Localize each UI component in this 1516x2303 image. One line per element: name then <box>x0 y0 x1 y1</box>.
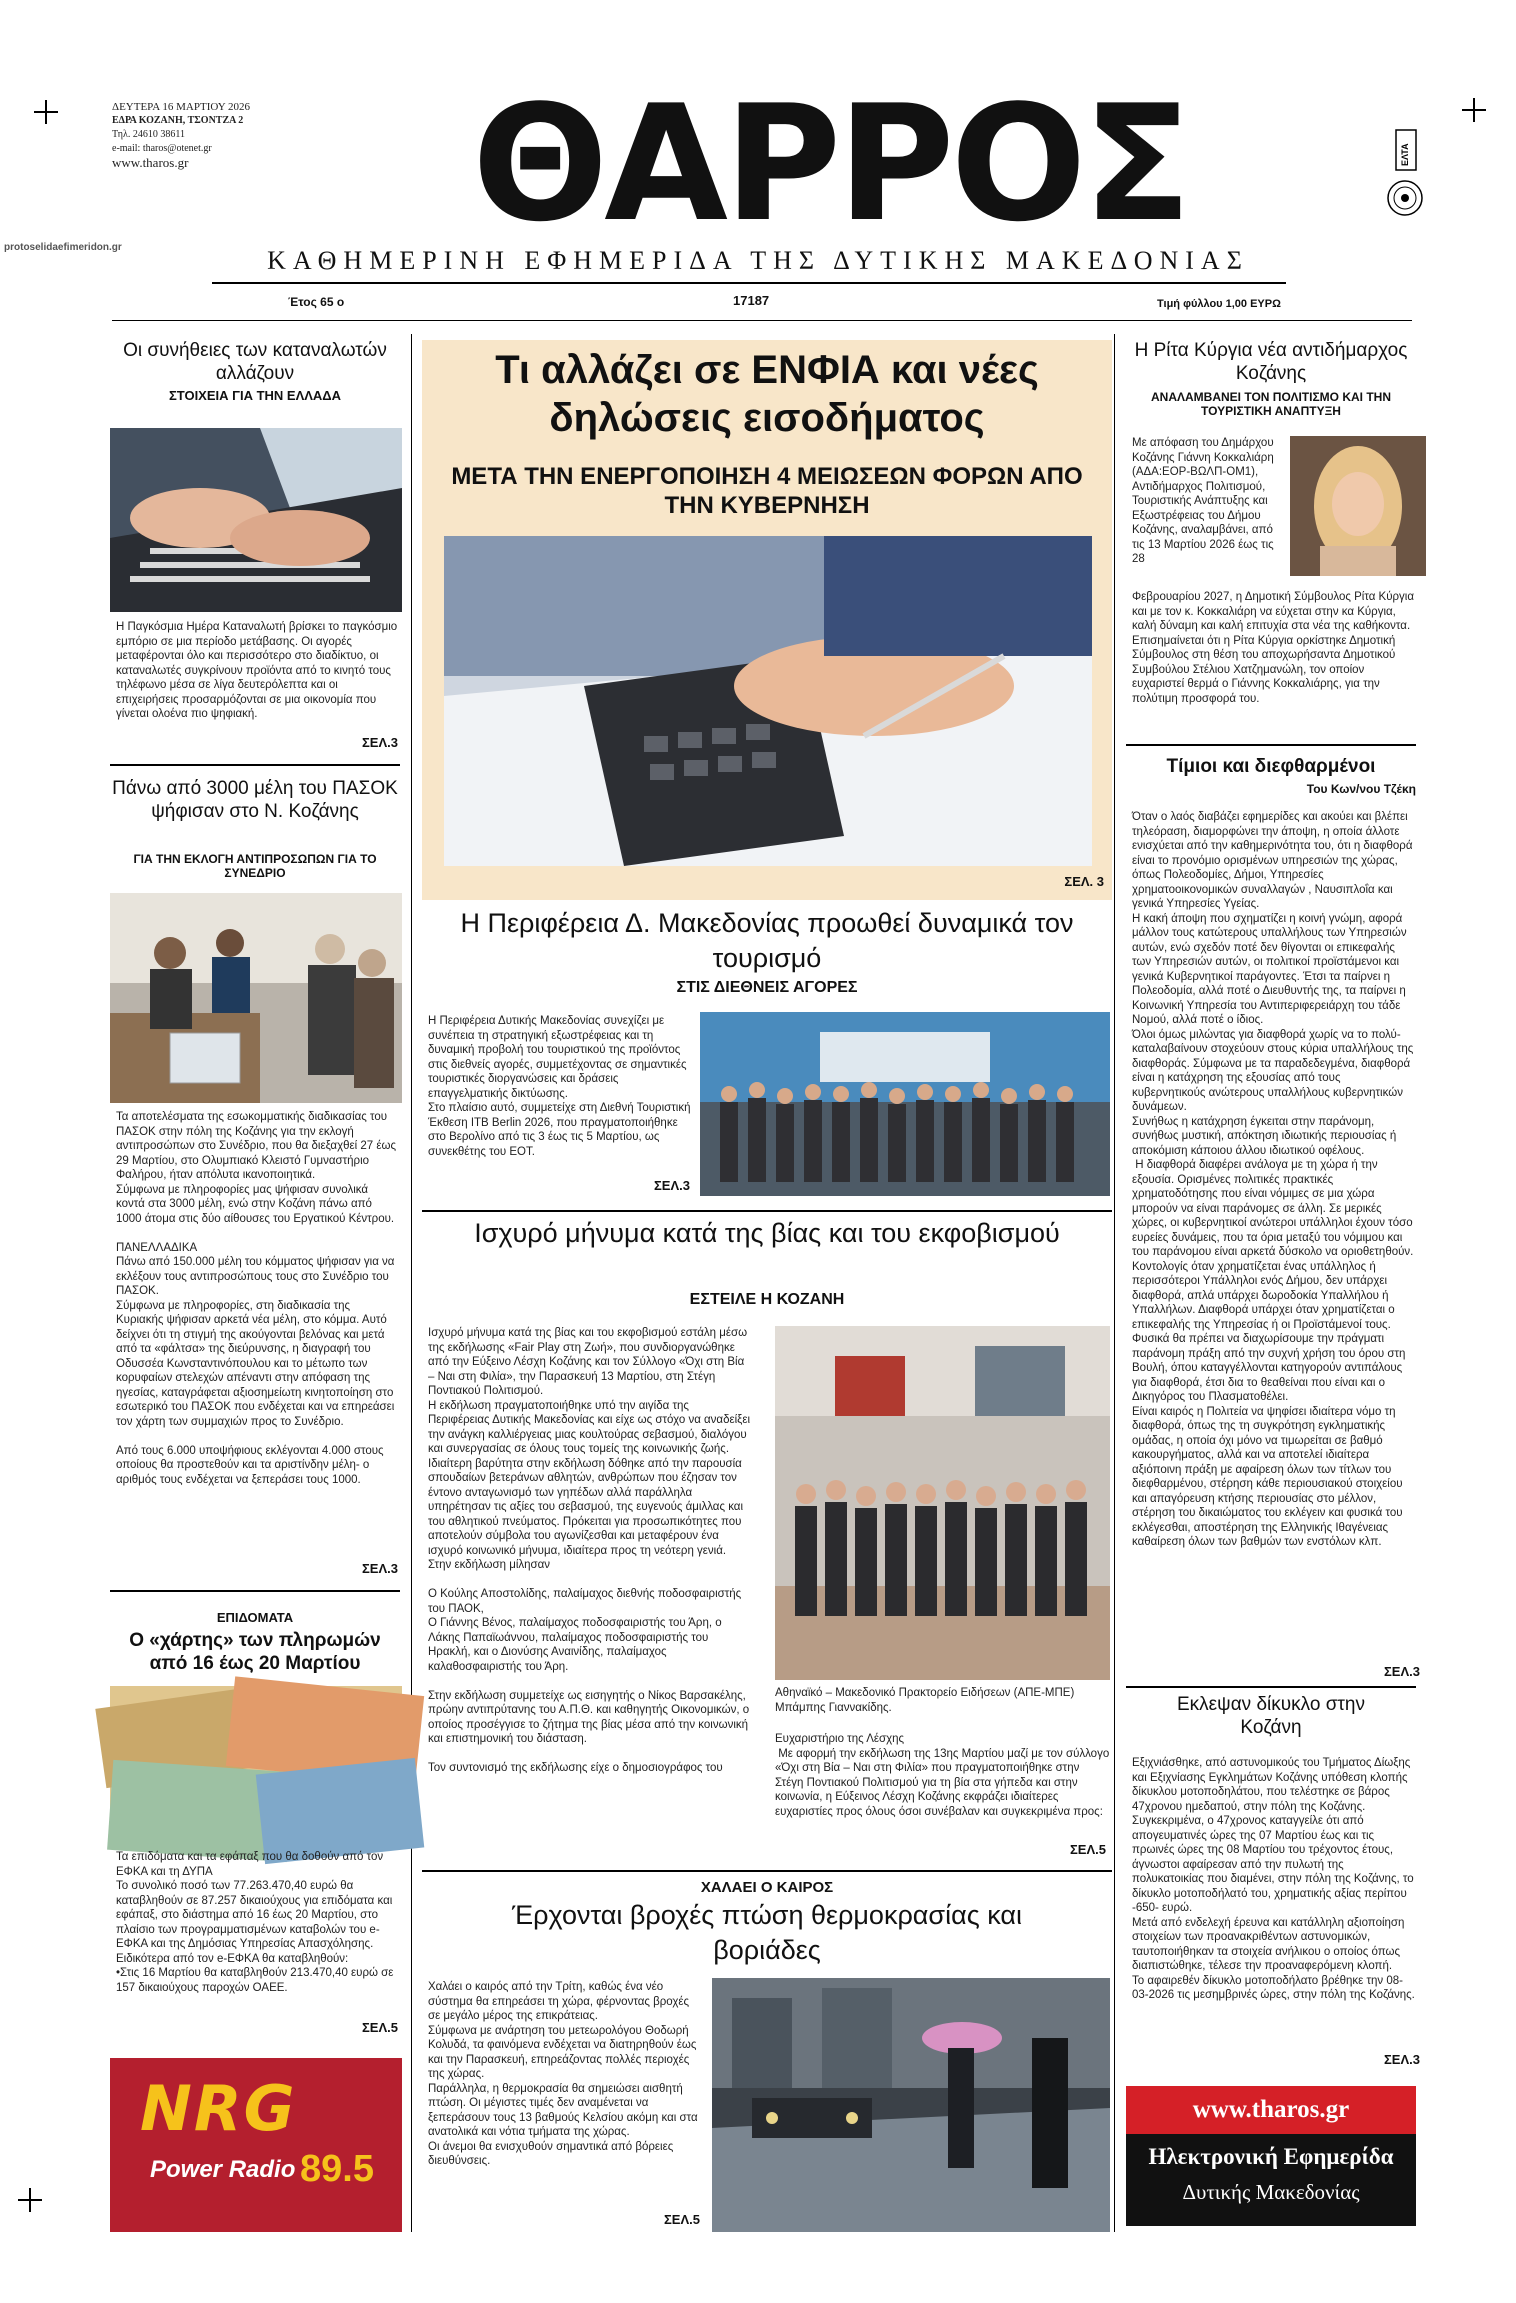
itb-berlin-photo <box>700 1012 1110 1196</box>
consumer-body: Η Παγκόσμια Ημέρα Καταναλωτή βρίσκει το παγκόσμιο εμπόριο σε μια περίοδο μετάβασης. Οι αγορές μεταφέρονται όλο και περισσότερο στο διαδίκτυο, οι καταναλωτές συγκρίνουν προϊόντα από το κινητό τους τηλέφωνο μέσα σε λίγα δευτερόλεπτα και οι επιχειρήσεις προσαρμόζονται σε μια οικονομία που γίνεται ολοένα πιο ψηφιακή. <box>116 621 401 720</box>
rule-left-2 <box>110 1590 400 1592</box>
violence-headline[interactable]: Ισχυρό μήνυμα κατά της βίας και του εκφοβισμού <box>474 1218 1060 1248</box>
address: ΕΔΡΑ ΚΟΖΑΝΗ, ΤΣΟΝΤΖΑ 2 <box>112 115 244 126</box>
opinion-byline: Του Κων/νου Τζέκη <box>1306 782 1416 796</box>
pasok-body: Τα αποτελέσματα της εσωκομματικής διαδικασίας του ΠΑΣΟΚ στην πόλη της Κοζάνης για την εκλογή αντιπροσώπων στο Συνέδριο, που θα διεξαχθεί 27 έως 29 Μαρτίου, στο Ολυμπιακό Κλειστό Γυμναστήριο Φαλήρου, ήταν απόλυτα ικανοποιητικά. Σύμφωνα με πληροφορίες μας ψήφισαν συνολικά κοντά στα 3000 μέλη, ενώ στην Κοζάνη πάνω από 1000 άτομα στις δύο αίθουσες του Εργατικού Κέντρου. ΠΑΝΕΛΛΑΔΙΚΑ Πάνω από 150.000 μέλη του κόμματος ψήφισαν για να εκλέξουν τους αντιπροσώπους τους στο Συνέδριο του ΠΑΣΟΚ. Σύμφωνα με πληροφορίες, στη διαδικασία της Κυριακής ψήφισαν αρκετά νέα μέλη, στο κόμμα. Αυτό δείχνει ότι τη στιγμή της ακούγονται βελόνας και μετά από τα «φάλτσα» της διεύρυνσης, η διαγραφή του Οδυσσέα Κωνσταντινόπουλου και το μέτωπο των κορυφαίων στελεχών απέναντι στην απόφαση της ηγεσίας, καταγράφεται αξιοσημείωτη κινητοποίηση στο εσωτερικό του ΠΑΣΟΚ που ενδέχεται και να επηρεάσει τον χάρτη των συμμαχιών προς το Συνέδριο. Από τους 6.000 υποψήφιους εκλέγονται 4.000 στους οποίους θα προστεθούν και τα αριστίνδην μέλη- ο αριθμός τους ενδέχεται να ξεπεράσει τους 1000. <box>116 1111 397 1486</box>
kyrgia-body: Φεβρουαρίου 2027, η Δημοτική Σύμβουλος Ρίτα Κύργια και με τον κ. Κοκκαλιάρη να εύχεται στην κα Κύργια, καλή δύναμη και καλή επιτυχία στα νέα της καθήκοντα. Επισημαίνεται ότι η Ρίτα Κύργια ορκίστηκε Δημοτική Σύμβουλος στη θέση του αποχωρήσαντα Δημοτικού Συμβούλου Στέλιου Χατζημανώλη, τον οποίον ευχαριστεί θερμά ο Γιάννης Κοκκαλιάρης, για την πολύτιμη προσφορά του. <box>1132 591 1418 705</box>
masthead-title: ΘΑΡΡΟΣ <box>472 70 1188 257</box>
violence-photo-caption: Αθηναϊκό – Μακεδονικό Πρακτορείο Ειδήσεων (ΑΠΕ-ΜΠΕ) Μπάμπης Γιαννακίδης. <box>775 1687 1078 1714</box>
tharos-web-ad[interactable] <box>1126 2086 1416 2226</box>
tourism-subhead: ΣΤΙΣ ΔΙΕΘΝΕΙΣ ΑΓΟΡΕΣ <box>676 979 858 996</box>
website[interactable]: www.tharos.gr <box>112 155 189 170</box>
tagline: ΚΑΘΗΜΕΡΙΝΗ ΕΦΗΜΕΡΙΔΑ ΤΗΣ ΔΥΤΙΚΗΣ ΜΑΚΕΔΟΝΙΑΣ <box>267 246 1249 275</box>
violence-page-ref[interactable]: ΣΕΛ.5 <box>1070 1842 1106 1857</box>
weather-page-ref[interactable]: ΣΕΛ.5 <box>664 2212 700 2227</box>
header-meta <box>112 100 282 170</box>
consumer-subhead: ΣΤΟΙΧΕΙΑ ΓΙΑ ΤΗΝ ΕΛΛΑΔΑ <box>168 388 342 403</box>
kyrgia-headline[interactable]: Η Ρίτα Κύργια νέα αντιδήμαρχος Κοζάνης <box>1134 340 1408 384</box>
rule-center-2 <box>422 1870 1112 1872</box>
nrg-line: Power Radio <box>150 2156 296 2183</box>
crop-mark-top-right <box>1462 98 1486 122</box>
consumer-headline[interactable]: Οι συνήθειες των καταναλωτών αλλάζουν <box>123 340 387 384</box>
issue-date: ΔΕΥΤΕΡΑ 16 ΜΑΡΤΙΟΥ 2026 <box>112 101 251 113</box>
stamp-label: ΕΛΤΑ <box>1400 143 1410 166</box>
crop-mark-top-left <box>34 100 58 124</box>
rule-center-1 <box>422 1210 1112 1212</box>
watermark-text: protoselidaefimeridon.gr <box>4 242 122 253</box>
column-rule-left <box>411 334 412 2232</box>
email: e-mail: tharos@otenet.gr <box>112 143 212 154</box>
pasok-vote-photo <box>110 893 402 1103</box>
nrg-frequency: 89.5 <box>300 2148 374 2190</box>
weather-headline[interactable]: Έρχονται βροχές πτώση θερμοκρασίας και βοριάδες <box>512 1900 1022 1965</box>
phone: Τηλ. 24610 38611 <box>112 129 185 140</box>
tharos-ad-line1: Ηλεκτρονική Εφημερίδα <box>1148 2144 1394 2169</box>
issue-number: 17187 <box>733 293 770 308</box>
rule-right-1 <box>1126 744 1416 746</box>
calculator-photo <box>444 536 1092 866</box>
rita-kyrgia-portrait <box>1290 436 1426 576</box>
kyrgia-body-narrow: Με απόφαση του Δημάρχου Κοζάνης Γιάννη Κοκκαλιάρη (ΑΔΑ:ΕΟΡ-ΒΩΛΠ-ΟΜ1), Αντιδήμαρχος Πολιτισμού, Τουριστικής Ανάπτυξης και Εξωστρέφειας του Δήμου Κοζάνης, αναλαμβάνει, από τις 13 Μαρτίου 2026 έως τις 28 <box>1132 437 1277 565</box>
rule-right-2 <box>1126 1686 1416 1688</box>
pasok-page-ref[interactable]: ΣΕΛ.3 <box>362 1561 398 1576</box>
bike-theft-body: Εξιχνιάσθηκε, από αστυνομικούς του Τμήματος Δίωξης και Εξιχνίασης Εγκλημάτων Κοζάνης υπόθεση κλοπής δίκυκλου μοτοποδηλάτου, που τελέστηκε σε βάρος 47χρονου ημεδαπού, στην πόλη της Κοζάνης. Συγκεκριμένα, ο 47χρονος καταγγείλε ότι από απογευματινές ώρες της 07 Μαρτίου έως και τις πρωινές ώρες της 08 Μαρτίου του τρέχοντος έτους, άγνωστοι αφαίρεσαν από την πυλωτή της πολυκατοικίας που διαμένει, στην πόλη της Κοζάνης, το δίκυκλο μοτοποδήλατό του, χρηματικής αξίας περίπου -650- ευρώ. Μετά από ενδελεχή έρευνα και κατάλληλη αξιοποίηση στοιχείων των προανακριθέντων αστυνομικών, ταυτοποιήθηκαν τα στοιχεία ανήλικου ο οποίος όπως διαπιστώθηκε, τέλεσε την προαναφερόμενη κλοπή. Το αφαιρεθέν δίκυκλο μοτοποδήλατο βρέθηκε την 08-03-2026 τις μεσημβρινές ώρες, στην πόλη της Κοζάνης. <box>1132 1757 1415 2001</box>
fair-play-event-photo <box>775 1326 1110 1680</box>
lead-headline[interactable]: Τι αλλάζει σε ΕΝΦΙΑ και νέες δηλώσεις εισοδήματος <box>495 348 1039 440</box>
kyrgia-subhead: ΑΝΑΛΑΜΒΑΝΕΙ ΤΟΝ ΠΟΛΙΤΙΣΜΟ ΚΑΙ ΤΗΝ ΤΟΥΡΙΣΤΙΚΗ ΑΝΑΠΤΥΞΗ <box>1151 390 1391 418</box>
rule-under-info <box>112 320 1412 321</box>
keyboard-photo <box>110 428 402 612</box>
nrg-radio-ad[interactable] <box>110 2058 402 2232</box>
bike-theft-page-ref[interactable]: ΣΕΛ.3 <box>1384 2052 1420 2067</box>
weather-body: Χαλάει ο καιρός από την Τρίτη, καθώς ένα νέο σύστημα θα επηρεάσει τη χώρα, φέρνοντας βροχές σε μεγάλο μέρος της επικράτειας. Σύμφωνα με ανάρτηση του μετεωρολόγου Θοδωρή Κολυδά, τα φαινόμενα ενδέχεται να διατηρηθούν έως και την Παρασκευή, επηρεάζοντας πολλές περιοχές της χώρας. Παράλληλα, η θερμοκρασία θα σημειώσει αισθητή πτώση. Οι μέγιστες τιμές δεν αναμένεται να ξεπεράσουν τους 13 βαθμούς Κελσίου ακόμη και στα ανατολικά και νότια τμήματα της χώρας. Οι άνεμοι θα ενισχυθούν σημαντικά από βόρειες διευθύνσεις. <box>428 1981 698 2167</box>
tourism-headline[interactable]: Η Περιφέρεια Δ. Μακεδονίας προωθεί δυναμικά τον τουρισμό <box>460 908 1074 973</box>
euro-banknotes-photo <box>110 1686 402 1844</box>
pasok-headline[interactable]: Πάνω από 3000 μέλη του ΠΑΣΟΚ ψήφισαν στο Ν. Κοζάνης <box>112 778 398 822</box>
rainy-street-photo <box>712 1978 1110 2232</box>
benefits-page-ref[interactable]: ΣΕΛ.5 <box>362 2020 398 2035</box>
pasok-subhead: ΓΙΑ ΤΗΝ ΕΚΛΟΓΗ ΑΝΤΙΠΡΟΣΩΠΩΝ ΓΙΑ ΤΟ ΣΥΝΕΔΡΙΟ <box>133 852 377 880</box>
opinion-page-ref[interactable]: ΣΕΛ.3 <box>1384 1664 1420 1679</box>
benefits-body: Τα επιδόματα και τα εφάπαξ που θα δοθούν από τον ΕΦΚΑ και τη ΔΥΠΑ Το συνολικό ποσό των 77.263.470,40 ευρώ θα καταβληθούν σε 87.257 δικαιούχους για επιδόματα και εφάπαξ, στο διάστημα από 16 έως 20 Μαρτίου, στο πλαίσιο των προγραμματισμένων καταβολών του e-ΕΦΚΑ και της Δημόσιας Υπηρεσίας Απασχόλησης. Ειδικότερα από τον e-ΕΦΚΑ θα καταβληθούν: •Στις 16 Μαρτίου θα καταβληθούν 213.470,40 ευρώ σε 157 δικαιούχους παροχών ΟΑΕΕ. <box>116 1851 394 1994</box>
weather-kicker: ΧΑΛΑΕΙ Ο ΚΑΙΡΟΣ <box>700 1879 834 1896</box>
violence-body: Ισχυρό μήνυμα κατά της βίας και του εκφοβισμού εστάλη μέσω της εκδήλωσης «Fair Play στη Ζωή», που συνδιοργανώθηκε από την Εύξεινο Λέσχη Κοζάνης και τον Σύλλογο «Όχι στη Βία – Ναι στη Φιλία», την Παρασκευή 13 Μαρτίου, στη Στέγη Ποντιακού Πολιτισμού. Η εκδήλωση πραγματοποιήθηκε υπό την αιγίδα της Περιφέρειας Δυτικής Μακεδονίας και είχε ως στόχο να αναδείξει την ανάγκη καλλιέργειας μιας κουλτούρας σεβασμού, διαλόγου και συνεργασίας σε όλους τους τομείς της κοινωνικής ζωής. Ιδιαίτερη βαρύτητα στην εκδήλωση δόθηκε από την παρουσία σπουδαίων βετεράνων αθλητών, ανθρώπων που έζησαν τον έντονο ανταγωνισμό των γηπέδων αλλά παράλληλα υπηρέτησαν τις αξίες του σεβασμού, της ευγενούς άμιλλας και του αθλητικού πνεύματος. Πρόκειται για προσωπικότητες που αποτελούν σύμβολα του αγωνίζεσθαι και μεταφέρουν ένα ισχυρό κοινωνικό μήνυμα, ιδιαίτερα προς τη νεότερη γενιά. Στην εκδήλωση μίλησαν Ο Κούλης Αποστολίδης, παλαίμαχος διεθνής ποδοσφαιριστής του ΠΑΟΚ, Ο Γιάννης Βένος, παλαίμαχος ποδοσφαιριστής του Άρη, ο Λάκης Παπαϊωάννου, παλαίμαχος ποδοσφαιριστής του Ηρακλή, και ο Διονύσης Αναινίδης, παλαίμαχος καλαθοσφαιριστής του Άρη. Στην εκδήλωση συμμετείχε ως εισηγητής ο Νίκος Βαρσακέλης, πρώην αντιπρύτανης του Α.Π.Θ. και καθηγητής Οικονομικών, ο οποίος προσέγγισε το ζήτημα της βίας μέσα από την κοινωνική και επιστημονική του διάσταση. Τον συντονισμό της εκδήλωσης είχε ο δημοσιογράφος του <box>428 1327 750 1774</box>
bike-theft-headline[interactable]: Εκλεψαν δίκυκλο στην Κοζάνη <box>1177 1694 1365 1738</box>
violence-body-2: Ευχαριστήριο της Λέσχης Με αφορμή την εκδήλωση της 13ης Μαρτίου μαζί με τον σύλλογο «Όχι στη Βία – Ναι στη Φιλία» που πραγματοποιήθηκε στην Στέγη Ποντιακού Πολιτισμού για τη βία στα γήπεδα και στην κοινωνία, η Εύξεινος Λέσχη Κοζάνης εκφράζει ιδιαίτερες ευχαριστίες προς όλους όσοι συνέβαλαν και συγκεκριμένα προς: <box>775 1733 1110 1818</box>
benefits-kicker: ΕΠΙΔΟΜΑΤΑ <box>216 1610 294 1625</box>
tharos-ad-url[interactable]: www.tharos.gr <box>1126 2086 1416 2134</box>
tourism-body: Η Περιφέρεια Δυτικής Μακεδονίας συνεχίζει με συνέπεια τη στρατηγική εξωστρέφειας και τη δυναμική προβολή του τουριστικού της προϊόντος στις διεθνείς αγορές, συμμετέχοντας σε σημαντικές τουριστικές διοργανώσεις και δράσεις επαγγελματικής δικτύωσης. Στο πλαίσιο αυτό, συμμετείχε στη Διεθνή Τουριστική Έκθεση ITB Berlin 2026, που πραγματοποιήθηκε στο Βερολίνο από τις 3 έως τις 5 Μαρτίου, ως συνεκθέτης του ΕΟΤ. <box>428 1015 691 1158</box>
violence-subhead: ΕΣΤΕΙΛΕ Η ΚΟΖΑΝΗ <box>689 1291 845 1308</box>
benefits-headline[interactable]: Ο «χάρτης» των πληρωμών από 16 έως 20 Μαρτίου <box>129 1630 381 1674</box>
rule-top <box>212 282 1286 284</box>
lead-subhead: ΜΕΤΑ ΤΗΝ ΕΝΕΡΓΟΠΟΙΗΣΗ 4 ΜΕΙΩΣΕΩΝ ΦΟΡΩΝ ΑΠΟ ΤΗΝ ΚΥΒΕΡΝΗΣΗ <box>451 463 1083 519</box>
price: Τιμή φύλλου 1,00 ΕΥΡΩ <box>1157 298 1281 310</box>
opinion-body: Όταν ο λαός διαβάζει εφημερίδες και ακούει και βλέπει τηλεόραση, διαμορφώνει την άποψη, η οποία άλλοτε ενισχύεται από την καθημερινότητα του, ότι η διαφθορά είναι το προνόμιο ορισμένων υπηρεσιών της χώρας, όπως Πολεοδομίες, Δήμοι, Υπηρεσίες χρηματοοικονομικών συναλλαγών , Ναυσιπλοΐα και γενικά Υπηρεσίες Υγείας. Η κακή άποψη που σχηματίζει η κοινή γνώμη, αφορά μάλλον τους κατώτερους υπαλλήλους των Υπηρεσιών αυτών, ενώ σχεδόν ποτέ δεν θίγονται οι επικεφαλής των Υπηρεσιών αυτών, οι πολιτικοί προϊστάμενοι και γενικά Κυβερνητικοί παράγοντες. Έτσι τα παίρνει η Πολεοδομία, αλλά ποτέ ο Διευθυντής της, τα παίρνει η Κοινωνική Υπηρεσία του Αντιπεριφερειάρχη του τάδε Νομού, αλλά ποτέ ο ίδιος. Όλοι όμως μιλώντας για διαφθορά χωρίς να το πολύ-καταλαβαίνουν στοχεύουν στους κύρια υπαλλήλους της διαφθοράς. Σύμφωνα με τα παραδεδεγμένα, διαφθορά είναι η κατάχρηση της εξουσίας από τους κυβερνητικούς ανώτερους υπαλλήλους κυβερνητικών δυνάμεων. Συνήθως η κατάχρηση έγκειται στην παράνομη, συνήθως μυστική, απόκτηση ιδιωτικής περιουσίας ή αποκόμιση κάποιου άλλου ιδιωτικού οφέλους. Η διαφθορά διαφέρει ανάλογα με τη χώρα ή την εξουσία. Ορισμένες πολιτικές πρακτικές χρηματοδότησης που είναι νόμιμες σε μια χώρα μπορούν να είναι παράνομες σε άλλη. Σε μερικές χώρες, οι κυβερνητικοί ανώτεροι υπάλληλοι έχουν τόσο ευρείες δυνάμεις, που τα όρια μεταξύ του νόμιμου και του παράνομου είναι αρκετά δύσκολο να οριοθετηθούν. Κοντολογίς όταν χρηματίζεται ένας υπάλληλος ή περισσότεροι Υπάλληλοι ενός Δήμου, δεν υπάρχει διαφθορά, απλά υπάρχει δωροδοκία Υπαλλήλου ή Υπαλλήλων. Διαφθορά υπάρχει όταν χρηματίζεται ο επικεφαλής της Υπηρεσίας ή οι Προϊστάμενοί τους. Φυσικά θα πρέπει να διαχωρίσουμε την πράγματι παράνομη πράξη από την συχνή χρήση του όρου στη Βουλή, όπου καταγγέλλονται κατηγορούν αντιπάλους για διαφθορά, έτσι δια το θεαθείναι που είναι και ο Δικηγόρος του Πλασματοθέλει. Είναι καιρός η Πολιτεία να ψηφίσει ιδιαίτερα νόμο τη διαφθορά, όπως της τη συγκρότηση εγκληματικής ομάδας, η οποία όχι μόνο να τιμωρείται σε βαθμό κακουργήματος, αλλά και να αποτελεί ιδιαίτερα αξιόποινη πράξη με αφαίρεση όλων των τίτλων του διεφθαρμένου, στέρηση κάθε περιουσιακού στοιχείου και απαγόρευση κτήσης περιουσίας στο μέλλον, στέρηση του δικαιώματος του εκλέγειν και φυσικά του εκλέγεσθαι, αποστέρηση της Ελληνικής Ιθαγένειας καθαίρεση όλων των βαθμών των ενστόλων κλπ. <box>1132 811 1414 1548</box>
column-rule-right <box>1114 334 1115 2232</box>
consumer-page-ref[interactable]: ΣΕΛ.3 <box>362 735 398 750</box>
rule-left-1 <box>110 764 400 766</box>
year: Έτος 65 ο <box>288 295 345 309</box>
nrg-brand: NRG <box>140 2072 297 2145</box>
tharos-ad-line2: Δυτικής Μακεδονίας <box>1182 2180 1360 2204</box>
elta-stamp <box>1386 128 1424 228</box>
tourism-page-ref[interactable]: ΣΕΛ.3 <box>654 1178 690 1193</box>
lead-page-ref[interactable]: ΣΕΛ. 3 <box>1064 874 1104 889</box>
crop-mark-bottom-left <box>18 2188 42 2212</box>
opinion-headline[interactable]: Τίμιοι και διεφθαρμένοι <box>1166 756 1376 777</box>
